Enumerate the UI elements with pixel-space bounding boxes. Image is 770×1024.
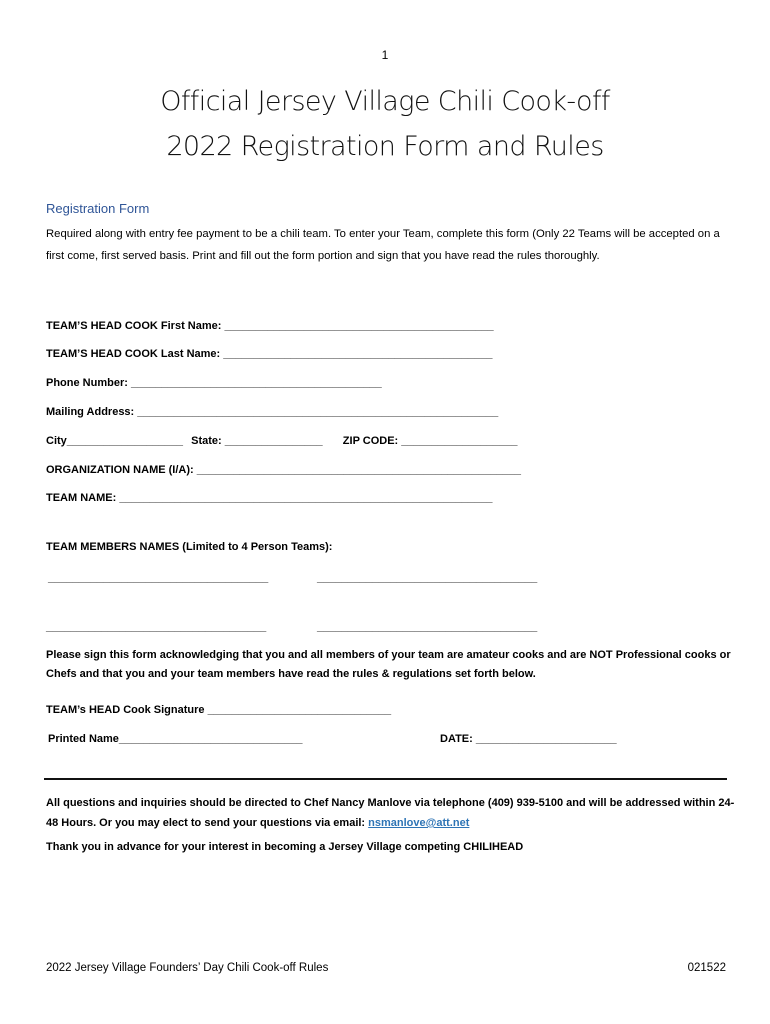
page-number: 1 [381, 48, 389, 62]
date-label: DATE: [440, 733, 473, 745]
first-name-blank[interactable]: ____________________________________________ [224, 320, 494, 332]
team-name-blank[interactable]: _____________________________________________________________ [119, 492, 493, 504]
signature-label: TEAM’s HEAD Cook Signature [46, 704, 205, 716]
first-name-label: TEAM’S HEAD COOK First Name: [46, 320, 222, 332]
organization-label: ORGANIZATION NAME (I/A): [46, 464, 194, 476]
city-blank[interactable]: ___________________ [66, 435, 184, 447]
date-field[interactable] [440, 733, 617, 745]
consent-statement: Please sign this form acknowledging that you and all members of your team are amateur cooks and are NOT Professional cooks or Chefs and that you and your team members have read the rules & regulations set forth below. [46, 649, 731, 680]
last-name-blank[interactable]: ____________________________________________ [223, 348, 493, 360]
printed-name-field[interactable] [48, 733, 302, 745]
last-name-field[interactable] [46, 348, 492, 360]
section-divider [44, 778, 727, 780]
contact-email-link[interactable]: nsmanlove@att.net [368, 817, 470, 829]
organization-field[interactable] [46, 464, 521, 476]
phone-field[interactable] [46, 377, 382, 389]
contact-paragraph [46, 793, 736, 833]
organization-blank[interactable]: _____________________________________________________ [196, 464, 521, 476]
team-member-3-blank[interactable]: ____________________________________ [46, 621, 267, 633]
contact-text: All questions and inquiries should be directed to Chef Nancy Manlove via telephone (409) 939-5100 and will be addressed within 24-48 Hours. Or you may elect to send your questions via email: [46, 797, 735, 829]
team-members-heading: TEAM MEMBERS NAMES (Limited to 4 Person Teams): [46, 541, 333, 553]
signature-field[interactable] [46, 704, 391, 716]
first-name-field[interactable] [46, 320, 494, 332]
team-member-2-blank[interactable]: ____________________________________ [317, 572, 538, 584]
state-blank[interactable]: ________________ [224, 435, 323, 447]
city-state-zip-row [46, 435, 518, 447]
printed-name-label: Printed Name [48, 733, 119, 745]
team-member-1-blank[interactable]: ____________________________________ [48, 572, 269, 584]
phone-label: Phone Number: [46, 377, 128, 389]
team-name-field[interactable] [46, 492, 493, 504]
thank-you-note: Thank you in advance for your interest in becoming a Jersey Village competing CHILIHEAD [46, 841, 524, 853]
registration-form-heading: Registration Form [46, 201, 150, 216]
date-blank[interactable]: _______________________ [475, 733, 617, 745]
state-label: State: [191, 435, 222, 447]
team-name-label: TEAM NAME: [46, 492, 117, 504]
mailing-address-blank[interactable]: ___________________________________________________________ [137, 406, 499, 418]
printed-name-blank[interactable]: ______________________________ [118, 733, 303, 745]
phone-blank[interactable]: _________________________________________ [130, 377, 382, 389]
zip-label: ZIP CODE: [342, 435, 399, 447]
document-title-line-1: Official Jersey Village Chili Cook-off [160, 86, 610, 117]
signature-blank[interactable]: ______________________________ [207, 704, 392, 716]
zip-blank[interactable]: ___________________ [401, 435, 518, 447]
registration-intro: Required along with entry fee payment to be a chili team. To enter your Team, complete this form (Only 22 Teams will be accepted on a first come, first served basis. Print and fill out the form portion and sign that you have read the rules thoroughly. [46, 228, 720, 262]
mailing-address-field[interactable] [46, 406, 498, 418]
mailing-address-label: Mailing Address: [46, 406, 135, 418]
city-label: City [46, 435, 67, 447]
document-title-line-2: 2022 Registration Form and Rules [166, 131, 604, 162]
team-member-4-blank[interactable]: ____________________________________ [317, 621, 538, 633]
footer-title: 2022 Jersey Village Founders’ Day Chili Cook-off Rules [46, 962, 329, 974]
last-name-label: TEAM’S HEAD COOK Last Name: [46, 348, 221, 360]
footer-code: 021522 [687, 962, 726, 974]
